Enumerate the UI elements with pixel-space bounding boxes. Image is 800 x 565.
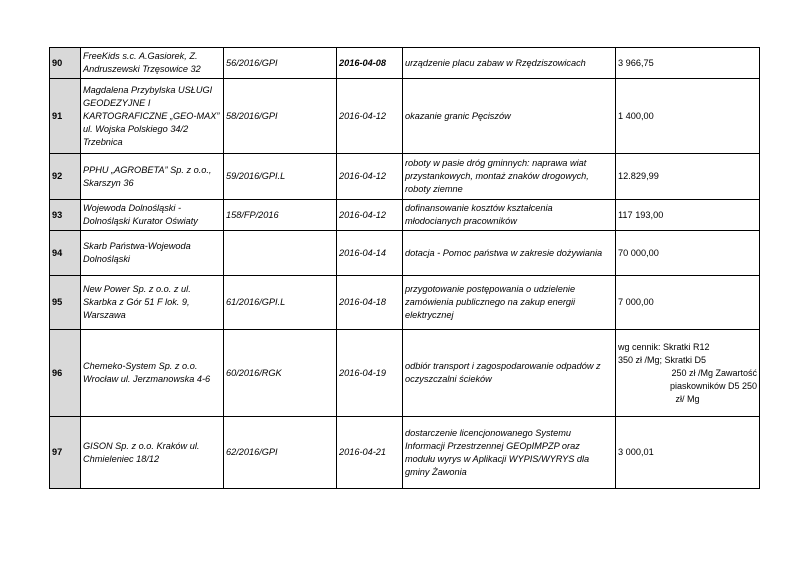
- subject-line: dotacja - Pomoc państwa w zakresie dożywiania: [405, 247, 603, 258]
- subject-line: urządzenie placu zabaw w Rzędziszowicach: [405, 57, 586, 68]
- amount-cell: [616, 79, 760, 154]
- contractor-cell: [81, 330, 224, 417]
- contractor-line: Andruszewski Trzęsowice 32: [83, 64, 201, 74]
- contractor-line: Trzebnica: [83, 136, 123, 147]
- amount-line: 117 193,00: [618, 209, 664, 220]
- contractor-cell: [81, 48, 224, 79]
- row-number-cell: 97: [50, 417, 81, 489]
- contractor-cell: [81, 79, 224, 154]
- reference-number-cell: 62/2016/GPI: [224, 417, 337, 489]
- subject-line: roboty ziemne: [405, 184, 463, 194]
- date-cell: 2016-04-18: [337, 276, 403, 330]
- date-cell: 2016-04-21: [337, 417, 403, 489]
- amount-line: piaskowników D5 250: [669, 380, 757, 391]
- table-row: [50, 417, 760, 489]
- reference-number-cell: 56/2016/GPI: [224, 48, 337, 79]
- contractor-line: GISON Sp. z o.o. Kraków ul.: [83, 440, 200, 451]
- subject-cell: [403, 154, 616, 200]
- amount-cell: [616, 154, 760, 200]
- table-row: [50, 154, 760, 200]
- date-cell: 2016-04-08: [337, 48, 403, 79]
- contractor-line: Chemeko-System Sp. z o.o.: [83, 361, 198, 371]
- amount-line: 7 000,00: [618, 297, 654, 307]
- subject-line: dostarczenie licencjonowanego Systemu: [405, 427, 571, 438]
- subject-line: młodocianych pracowników: [405, 216, 517, 226]
- amount-cell: [616, 48, 760, 79]
- contractor-line: Dolnośląski Kurator Oświaty: [83, 216, 198, 226]
- reference-number-cell: 61/2016/GPI.L: [224, 276, 337, 330]
- subject-line: dofinansowanie kosztów kształcenia: [405, 203, 553, 213]
- contractor-cell: [81, 200, 224, 231]
- subject-cell: [403, 200, 616, 231]
- amount-line: 12.829,99: [618, 171, 659, 181]
- row-number-cell: 93: [50, 200, 81, 231]
- table-row: [50, 330, 760, 417]
- amount-line: 70 000,00: [618, 247, 659, 258]
- subject-line: okazanie granic Pęciszów: [405, 110, 511, 121]
- row-number-cell: 96: [50, 330, 81, 417]
- subject-line: gminy Żawonia: [405, 466, 467, 477]
- contractor-cell: [81, 231, 224, 276]
- amount-line: zł/ Mg: [675, 393, 700, 404]
- contractor-line: ul. Wojska Polskiego 34/2: [83, 123, 189, 134]
- date-cell: 2016-04-12: [337, 154, 403, 200]
- contractor-line: Warszawa: [83, 310, 126, 320]
- subject-cell: [403, 276, 616, 330]
- subject-cell: [403, 417, 616, 489]
- amount-line: 3 966,75: [618, 57, 654, 68]
- contractor-line: Skarszyn 36: [83, 177, 134, 188]
- row-number-cell: 92: [50, 154, 81, 200]
- table-row: [50, 276, 760, 330]
- amount-line: 350 zł /Mg; Skratki D5: [618, 354, 707, 365]
- amount-line: 250 zł /Mg Zawartość: [671, 367, 757, 378]
- contractor-line: Chmieleniec 18/12: [83, 453, 160, 464]
- subject-line: roboty w pasie dróg gminnych: naprawa wiat: [405, 158, 587, 168]
- contractor-line: Wrocław ul. Jerzmanowska 4-6: [83, 374, 211, 384]
- amount-line: wg cennik: Skratki R12: [618, 341, 710, 352]
- row-number-cell: 94: [50, 231, 81, 276]
- reference-number-cell: [224, 231, 337, 276]
- contractor-cell: [81, 276, 224, 330]
- amount-cell: [616, 330, 760, 417]
- table-row: [50, 79, 760, 154]
- contractor-line: KARTOGRAFICZNE „GEO-MAX”: [83, 110, 220, 121]
- contractor-line: New Power Sp. z o.o. z ul.: [83, 284, 191, 294]
- amount-line: 3 000,01: [618, 447, 654, 457]
- contractor-line: Wojewoda Dolnośląski -: [83, 203, 182, 213]
- date-cell: 2016-04-14: [337, 231, 403, 276]
- subject-line: oczyszczalni ścieków: [405, 374, 492, 384]
- reference-number-cell: 60/2016/RGK: [224, 330, 337, 417]
- amount-line: 1 400,00: [618, 110, 654, 121]
- contractor-line: Dolnośląski: [83, 254, 130, 264]
- amount-cell: [616, 276, 760, 330]
- contractor-line: Skarb Państwa-Wojewoda: [83, 241, 191, 251]
- row-number-cell: 95: [50, 276, 81, 330]
- date-cell: 2016-04-12: [337, 79, 403, 154]
- amount-cell: [616, 200, 760, 231]
- contractor-line: PPHU „AGROBETA” Sp. z o.o.,: [83, 164, 212, 175]
- contractor-line: FreeKids s.c. A.Gasiorek, Z.: [83, 51, 198, 61]
- row-number-cell: 90: [50, 48, 81, 79]
- subject-cell: [403, 231, 616, 276]
- contractor-line: Skarbka z Gór 51 F lok. 9,: [83, 297, 190, 307]
- subject-line: modułu wyrys w Aplikacji WYPIS/WYRYS dla: [405, 453, 590, 464]
- reference-number-cell: 59/2016/GPI.L: [224, 154, 337, 200]
- subject-line: odbiór transport i zagospodarowanie odpadów z: [405, 361, 601, 371]
- reference-number-cell: 58/2016/GPI: [224, 79, 337, 154]
- subject-cell: [403, 79, 616, 154]
- register-table-body: [50, 48, 760, 489]
- contracts-register-table: [49, 47, 760, 489]
- subject-cell: [403, 330, 616, 417]
- subject-line: przygotowanie postępowania o udzielenie: [405, 284, 576, 294]
- table-row: [50, 231, 760, 276]
- subject-line: przystankowych, montaż znaków drogowych,: [405, 171, 589, 181]
- table-row: [50, 48, 760, 79]
- row-number-cell: 91: [50, 79, 81, 154]
- table-row: [50, 200, 760, 231]
- subject-line: zamówienia publicznego na zakup energii: [405, 297, 576, 307]
- contractor-cell: [81, 417, 224, 489]
- subject-line: Informacji Przestrzennej GEOpIMPZP oraz: [405, 440, 580, 451]
- amount-cell: [616, 417, 760, 489]
- amount-cell: [616, 231, 760, 276]
- contractor-cell: [81, 154, 224, 200]
- contractor-line: GEODEZYJNE I: [83, 97, 151, 108]
- date-cell: 2016-04-19: [337, 330, 403, 417]
- contractor-line: Magdalena Przybylska USŁUGI: [83, 84, 213, 95]
- reference-number-cell: 158/FP/2016: [224, 200, 337, 231]
- subject-line: elektrycznej: [405, 310, 454, 320]
- subject-cell: [403, 48, 616, 79]
- date-cell: 2016-04-12: [337, 200, 403, 231]
